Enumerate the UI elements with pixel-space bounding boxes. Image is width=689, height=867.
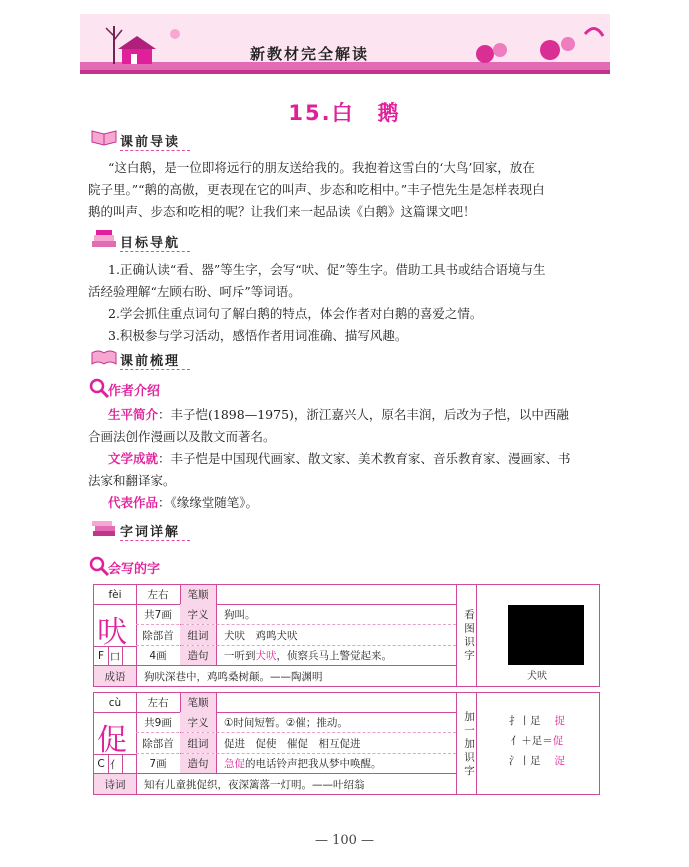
sentence-highlight: 犬吠 xyxy=(255,650,277,662)
add-row xyxy=(476,713,598,733)
preview-line-1: “这白鹅，是一位即将远行的朋友送给我的。我抱着这雪白的‘大鸟’回家，放在 xyxy=(108,160,535,175)
add-row-parts: 扌丨足 xyxy=(509,715,541,727)
goal-1-line-2: 活经验理解“左顾右盼、呵斥”等词语。 xyxy=(88,284,301,299)
add-row xyxy=(476,733,598,753)
pinyin: cù xyxy=(108,696,122,709)
write-chars-heading: 会写的字 xyxy=(108,562,161,577)
side-label-add: 加一加识字 xyxy=(463,711,475,779)
phrase-label: 组词 xyxy=(180,733,216,753)
page-number: — 100 — xyxy=(314,833,375,848)
header-title: 新教材完全解读 xyxy=(250,45,370,63)
add-row-result: 浞 xyxy=(554,755,565,767)
author-achievements-line-1 xyxy=(108,448,571,470)
idiom: 狗吠深巷中，鸡鸣桑树颠。——陶渊明 xyxy=(144,670,323,683)
author-bio-line-1 xyxy=(108,404,569,426)
sentence-highlight: 急促 xyxy=(224,758,245,770)
book-icon xyxy=(90,127,118,147)
magnifier-icon xyxy=(88,377,110,399)
add-char-list xyxy=(476,713,598,773)
section-underline xyxy=(120,150,190,151)
stroke-order-label: 笔顺 xyxy=(180,585,216,604)
works-text: ：《缘缘堂随笔》。 xyxy=(158,495,259,510)
sentence-post: ，侦察兵马上警觉起来。 xyxy=(276,650,392,662)
goal-2: 2.学会抓住重点词句了解白鹅的特点，体会作者对白鹅的喜爱之情。 xyxy=(108,306,483,321)
phrases: 犬吠 鸡鸣犬吠 xyxy=(224,629,298,642)
stacked-books-icon xyxy=(90,518,118,538)
phrases: 促进 促使 催促 相互促进 xyxy=(224,737,361,750)
section-heading-goals: 目标导航 xyxy=(120,236,181,251)
section-underline xyxy=(120,369,190,370)
big-char: 促 xyxy=(97,723,127,758)
bio-text: ：丰子恺(1898—1975)，浙江嘉兴人，原名丰润，后改为子恺，以中西融 xyxy=(158,407,569,422)
structure: 左右 xyxy=(147,589,169,601)
sentence-label: 造句 xyxy=(180,646,216,665)
char-card-cu xyxy=(93,692,600,795)
author-works xyxy=(108,492,258,514)
add-row xyxy=(476,753,598,773)
poem-label: 诗词 xyxy=(94,774,136,794)
section-heading-preview: 课前导读 xyxy=(120,135,181,150)
author-achievements-line-2: 法家和翻译家。 xyxy=(88,473,176,488)
grid-letter: C xyxy=(97,758,105,770)
meaning-label: 字义 xyxy=(180,604,216,624)
add-row-parts: 氵丨足 xyxy=(509,755,541,767)
section-heading-review: 课前梳理 xyxy=(120,354,181,369)
sentence xyxy=(224,754,456,773)
sentence-post: 的电话铃声把我从梦中唤醒。 xyxy=(245,758,382,770)
add-row-result: 促 xyxy=(552,735,564,747)
structure: 左右 xyxy=(147,697,169,709)
books-stack-icon xyxy=(90,229,118,249)
grid-letter: F xyxy=(97,650,105,662)
sentence-pre: 一听到 xyxy=(224,650,256,662)
grid-radical: 口 xyxy=(109,650,121,663)
preview-line-2: 院子里。”“鹅的高傲，更表现在它的叫声、步态和吃相中。”丰子恺先生是怎样表现白 xyxy=(88,182,545,197)
char-card-fei xyxy=(93,584,600,687)
stroke-after-radical: 7画 xyxy=(149,758,167,770)
poem: 知有儿童挑促织，夜深篱落一灯明。——叶绍翁 xyxy=(144,778,365,791)
preview-line-3: 鹅的叫声、步态和吃相的呢？让我们来一起品读《白鹅》这篇课文吧！ xyxy=(88,204,476,219)
add-row-result: 捉 xyxy=(554,715,565,727)
add-row-parts: 亻＋足＝ xyxy=(510,735,553,747)
sentence-label: 造句 xyxy=(180,754,216,773)
radical-label: 除部首 xyxy=(142,629,174,642)
stroke-order-label: 笔顺 xyxy=(180,693,216,712)
achievements-label: 文学成就 xyxy=(108,451,159,466)
radical-label: 除部首 xyxy=(142,737,174,750)
section-underline xyxy=(120,540,190,541)
lesson-title: 15.白 鹅 xyxy=(288,101,401,125)
achievements-text: ：丰子恺是中国现代画家、散文家、美术教育家、音乐教育家、漫画家、书 xyxy=(158,451,571,466)
stroke-count: 共9画 xyxy=(144,716,172,729)
goal-1-line-1: 1.正确认读“看、器”等生字，会写“吠、促”等生字。借助工具书或结合语境与生 xyxy=(108,262,546,277)
sentence xyxy=(224,646,456,665)
idiom-label: 成语 xyxy=(94,666,136,686)
stroke-after-radical: 4画 xyxy=(149,650,167,662)
big-char: 吠 xyxy=(97,615,127,650)
author-bio-line-2: 合画法创作漫画以及散文而著名。 xyxy=(88,429,276,444)
dog-barking-image xyxy=(508,605,584,665)
magnifier-icon xyxy=(88,555,110,577)
side-label-picture: 看图识字 xyxy=(463,609,475,663)
section-underline xyxy=(120,251,190,252)
works-label: 代表作品 xyxy=(108,495,159,510)
grid-radical: 亻 xyxy=(109,758,121,771)
section-heading-words: 字词详解 xyxy=(120,525,181,540)
bio-label: 生平简介 xyxy=(108,407,159,422)
goal-3: 3.积极参与学习活动，感悟作者用词准确、描写风趣。 xyxy=(108,328,408,343)
pinyin: fèi xyxy=(108,588,122,601)
phrase-label: 组词 xyxy=(180,625,216,645)
meaning: 狗叫。 xyxy=(224,608,256,621)
meaning-label: 字义 xyxy=(180,712,216,732)
meaning: ①时间短暂。②催；推动。 xyxy=(224,716,348,729)
open-book-icon xyxy=(90,347,118,367)
author-heading: 作者介绍 xyxy=(108,384,161,399)
stroke-count: 共7画 xyxy=(144,608,172,621)
image-caption: 犬吠 xyxy=(527,671,547,682)
